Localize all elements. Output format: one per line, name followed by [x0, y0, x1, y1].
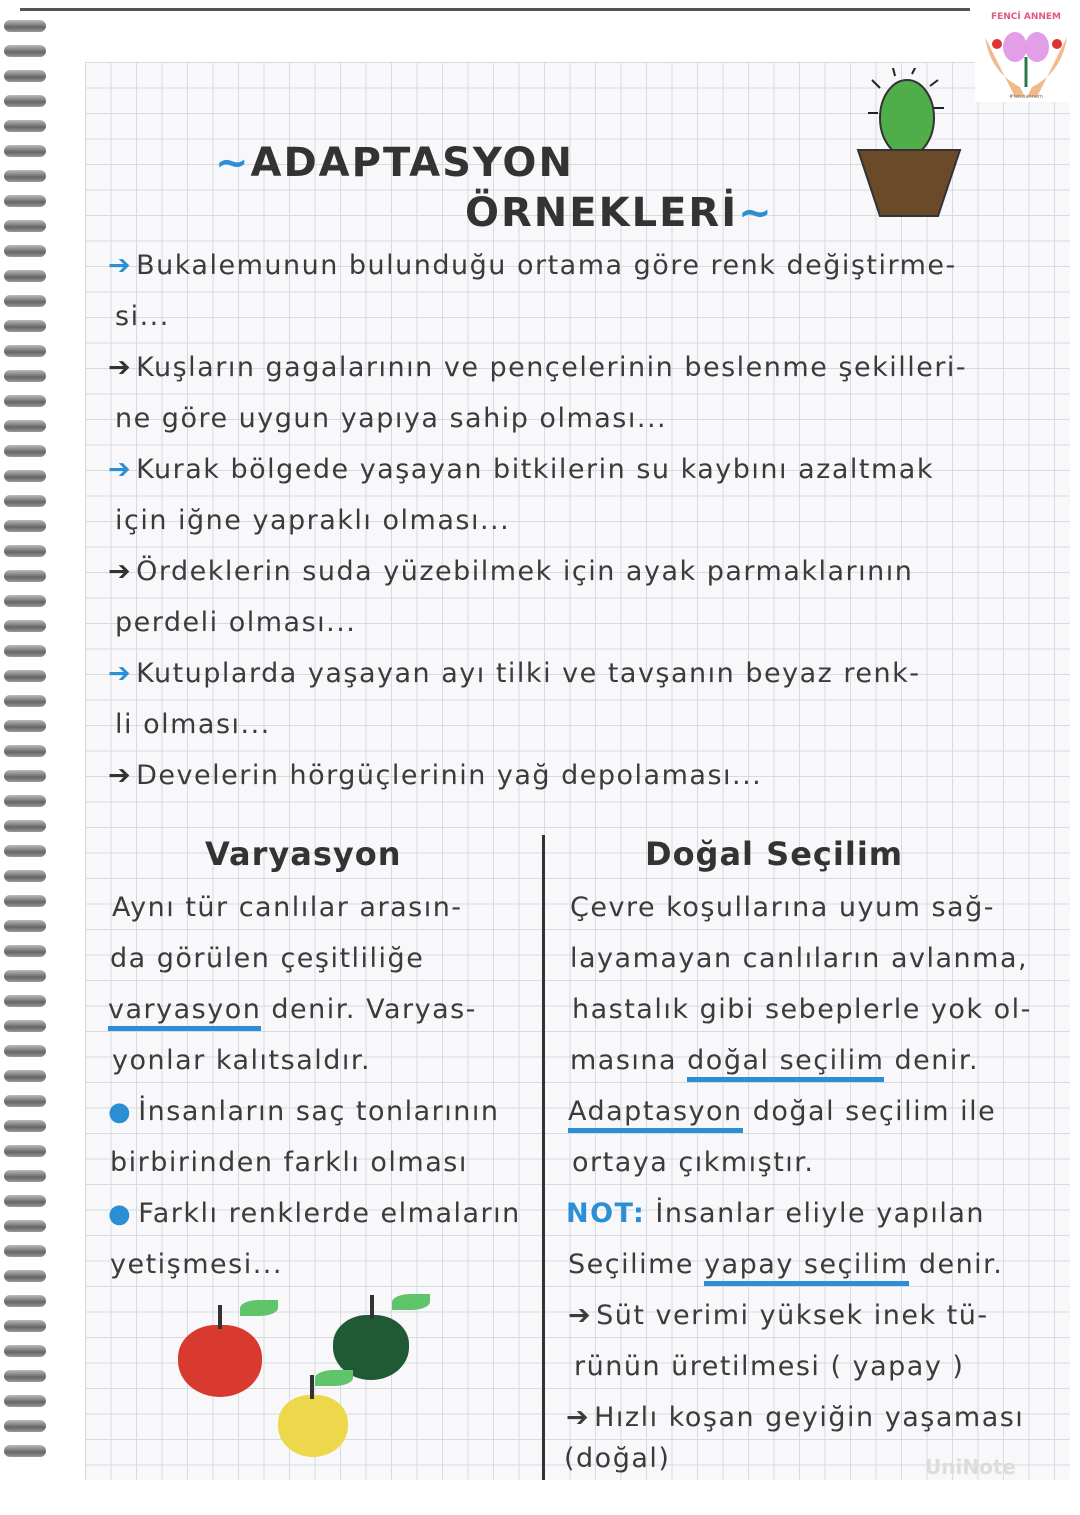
text-line: hastalık gibi sebeplerle yok ol- — [572, 994, 1032, 1025]
watermark: UniNote — [925, 1455, 1016, 1479]
spiral-ring — [4, 195, 46, 207]
highlight-yapay-secilim: yapay seçilim — [704, 1249, 909, 1286]
spiral-ring — [4, 45, 46, 57]
spiral-ring — [4, 470, 46, 482]
apple-stem — [310, 1375, 314, 1399]
arrow-icon: ➔ — [108, 454, 133, 485]
cactus-drawing — [850, 68, 965, 220]
spiral-ring — [4, 1020, 46, 1032]
title-line-2: ÖRNEKLERİ~ — [465, 190, 774, 236]
text-line: masına doğal seçilim denir. — [570, 1045, 979, 1076]
text-line: ● Farklı renklerde elmaların — [108, 1198, 521, 1229]
spiral-ring — [4, 1045, 46, 1057]
spiral-ring — [4, 720, 46, 732]
arrow-icon: ➔ — [108, 658, 133, 689]
spiral-ring — [4, 395, 46, 407]
spiral-ring — [4, 295, 46, 307]
example-line: ne göre uygun yapıya sahip olması... — [115, 403, 668, 434]
title-line-1: ~ADAPTASYON — [215, 140, 574, 186]
text-line: ➔ Süt verimi yüksek inek tü- — [568, 1300, 989, 1331]
spiral-ring — [4, 345, 46, 357]
text-line: Aynı tür canlılar arasın- — [112, 892, 463, 923]
page-edge — [20, 8, 970, 11]
highlight-adaptasyon: Adaptasyon — [568, 1096, 743, 1133]
spiral-ring — [4, 170, 46, 182]
spiral-ring — [4, 895, 46, 907]
example-line: ➔ Kuşların gagalarının ve pençelerinin beslenme şekilleri- — [108, 352, 968, 383]
spiral-ring — [4, 1445, 46, 1457]
spiral-ring — [4, 1195, 46, 1207]
example-line: ➔ Kutuplarda yaşayan ayı tilki ve tavşanın beyaz renk- — [108, 658, 921, 689]
spiral-ring — [4, 495, 46, 507]
apple-leaf — [240, 1300, 278, 1316]
example-line: perdeli olması... — [115, 607, 357, 638]
arrow-icon: ➔ — [108, 352, 133, 383]
spiral-ring — [4, 1370, 46, 1382]
spiral-ring — [4, 545, 46, 557]
text-line: ➔ Hızlı koşan geyiğin yaşaması — [566, 1402, 1025, 1433]
spiral-ring — [4, 1420, 46, 1432]
spiral-ring — [4, 570, 46, 582]
spiral-ring — [4, 95, 46, 107]
spiral-ring — [4, 1220, 46, 1232]
text-line: ● İnsanların saç tonlarının — [108, 1096, 500, 1127]
yellow-apple — [278, 1395, 348, 1457]
spiral-ring — [4, 1295, 46, 1307]
spiral-ring — [4, 1095, 46, 1107]
highlight-varyasyon: varyasyon — [108, 994, 261, 1031]
spiral-ring — [4, 70, 46, 82]
spiral-ring — [4, 1245, 46, 1257]
logo-tag: #fenciannem — [1009, 94, 1043, 100]
spiral-ring — [4, 1170, 46, 1182]
spiral-ring — [4, 745, 46, 757]
logo-text: FENCİ ANNEM — [990, 12, 1062, 22]
column-divider — [542, 835, 545, 1480]
arrow-icon: ➔ — [108, 556, 133, 587]
text-line: yetişmesi... — [110, 1249, 283, 1280]
spiral-ring — [4, 1395, 46, 1407]
highlight-dogal-secilim: doğal seçilim — [687, 1045, 884, 1082]
spiral-ring — [4, 1120, 46, 1132]
spiral-ring — [4, 670, 46, 682]
varyasyon-heading: Varyasyon — [205, 835, 402, 873]
example-line: ➔ Kurak bölgede yaşayan bitkilerin su kaybını azaltmak — [108, 454, 934, 485]
example-line: ➔ Develerin hörgüçlerinin yağ depolaması... — [108, 760, 763, 791]
spiral-ring — [4, 995, 46, 1007]
example-line: si... — [115, 301, 170, 332]
brand-logo — [975, 2, 1077, 102]
dogal-secilim-heading: Doğal Seçilim — [645, 835, 904, 873]
text-line: varyasyon denir. Varyas- — [108, 994, 477, 1025]
spiral-ring — [4, 1145, 46, 1157]
hands-flower-icon — [975, 2, 1077, 102]
spiral-ring — [4, 20, 46, 32]
text-line: Adaptasyon doğal seçilim ile — [568, 1096, 996, 1127]
bullet-icon: ● — [108, 1097, 133, 1127]
notebook-spiral — [0, 20, 52, 1480]
arrow-icon: ➔ — [568, 1300, 593, 1331]
apple-stem — [370, 1295, 374, 1319]
spiral-ring — [4, 1320, 46, 1332]
text-line: da görülen çeşitliliğe — [110, 943, 425, 974]
spiral-ring — [4, 220, 46, 232]
example-line: ➔ Ördeklerin suda yüzebilmek için ayak parmaklarının — [108, 556, 914, 587]
spiral-ring — [4, 595, 46, 607]
spiral-ring — [4, 270, 46, 282]
apple-stem — [218, 1305, 222, 1329]
text-line: Çevre koşullarına uyum sağ- — [570, 892, 995, 923]
spiral-ring — [4, 120, 46, 132]
spiral-ring — [4, 1070, 46, 1082]
red-apple — [178, 1325, 262, 1397]
spiral-ring — [4, 320, 46, 332]
text-line: layamayan canlıların avlanma, — [570, 943, 1029, 974]
text-line: yonlar kalıtsaldır. — [112, 1045, 372, 1076]
example-line: li olması... — [115, 709, 271, 740]
text-line: rünün üretilmesi ( yapay ) — [574, 1351, 965, 1382]
spiral-ring — [4, 145, 46, 157]
arrow-icon: ➔ — [108, 760, 133, 791]
example-line: için iğne yapraklı olması... — [115, 505, 511, 536]
spiral-ring — [4, 770, 46, 782]
spiral-ring — [4, 445, 46, 457]
spiral-ring — [4, 245, 46, 257]
text-line: birbirinden farklı olması — [110, 1147, 468, 1178]
spiral-ring — [4, 620, 46, 632]
text-line: NOT: İnsanlar eliyle yapılan — [566, 1198, 986, 1229]
spiral-ring — [4, 370, 46, 382]
text-line: Seçilime yapay seçilim denir. — [568, 1249, 1003, 1280]
spiral-ring — [4, 1270, 46, 1282]
text-line: (doğal) — [564, 1443, 671, 1474]
spiral-ring — [4, 1345, 46, 1357]
bullet-icon: ● — [108, 1199, 133, 1229]
spiral-ring — [4, 695, 46, 707]
text-line: ortaya çıkmıştır. — [572, 1147, 815, 1178]
spiral-ring — [4, 920, 46, 932]
arrow-icon: ➔ — [566, 1402, 591, 1433]
spiral-ring — [4, 520, 46, 532]
apple-leaf — [392, 1294, 430, 1310]
spiral-ring — [4, 420, 46, 432]
note-label: NOT: — [566, 1198, 646, 1229]
example-line: ➔ Bukalemunun bulunduğu ortama göre renk değiştirme- — [108, 250, 957, 281]
spiral-ring — [4, 845, 46, 857]
spiral-ring — [4, 945, 46, 957]
spiral-ring — [4, 820, 46, 832]
spiral-ring — [4, 795, 46, 807]
spiral-ring — [4, 870, 46, 882]
spiral-ring — [4, 645, 46, 657]
spiral-ring — [4, 970, 46, 982]
apple-leaf — [315, 1370, 353, 1386]
arrow-icon: ➔ — [108, 250, 133, 281]
